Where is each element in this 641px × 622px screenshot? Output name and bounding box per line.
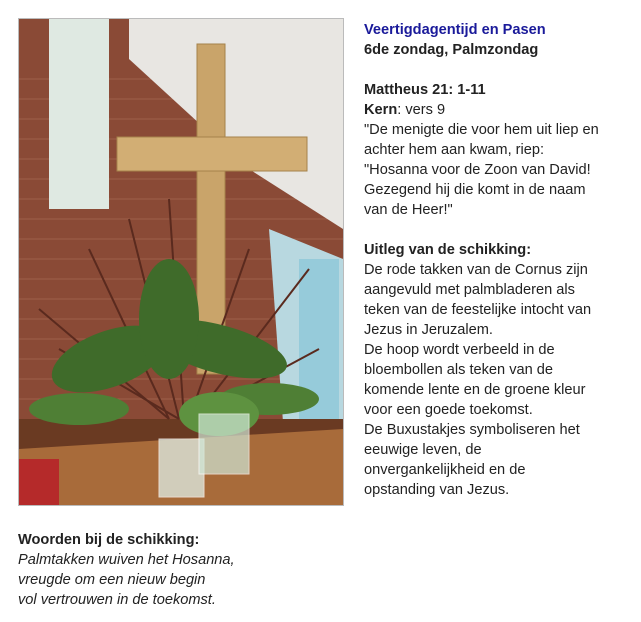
poem-line: Palmtakken wuiven het Hosanna, <box>18 552 235 568</box>
explanation-line: Jezus in Jeruzalem. <box>364 322 493 338</box>
kern-value: : vers 9 <box>397 102 446 118</box>
quote-line: Gezegend hij die komt in de naam <box>364 182 586 198</box>
quote-line: van de Heer!" <box>364 202 453 218</box>
kern-line <box>364 100 634 120</box>
explanation-line: aangevuld met palmbladeren als <box>364 282 575 298</box>
quote-line: "De menigte die voor hem uit liep en <box>364 122 599 138</box>
church-cross-photo <box>18 18 344 506</box>
explanation-line: onvergankelijkheid en de <box>364 462 526 478</box>
explanation-line: teken van de feestelijke intocht van <box>364 302 592 318</box>
kern-label: Kern <box>364 102 398 118</box>
explanation-line: eeuwige leven, de <box>364 442 482 458</box>
poem-line: vol vertrouwen in de toekomst. <box>18 592 216 608</box>
quote-line: achter hem aan kwam, riep: <box>364 142 545 158</box>
quote-line: "Hosanna voor de Zoon van David! <box>364 162 591 178</box>
explanation-line: De hoop wordt verbeeld in de <box>364 342 555 358</box>
text-column <box>364 20 634 500</box>
cross-horizontal <box>117 137 307 171</box>
explanation-heading: Uitleg van de schikking: <box>364 242 532 258</box>
page-title: Veertigdagentijd en Pasen <box>364 22 546 38</box>
scripture-reference: Mattheus 21: 1-11 <box>364 82 486 98</box>
explanation-line: komende lente en de groene kleur <box>364 382 586 398</box>
page-subtitle: 6de zondag, Palmzondag <box>364 42 539 58</box>
explanation-line: De Buxustakjes symboliseren het <box>364 422 580 438</box>
explanation-line: De rode takken van de Cornus zijn <box>364 262 588 278</box>
explanation-line: opstanding van Jezus. <box>364 482 510 498</box>
words-heading: Woorden bij de schikking: <box>18 532 200 548</box>
words-section <box>18 530 348 610</box>
explanation-line: bloembollen als teken van de <box>364 362 554 378</box>
explanation-line: voor een goede toekomst. <box>364 402 533 418</box>
poem-line: vreugde om een nieuw begin <box>18 572 206 588</box>
